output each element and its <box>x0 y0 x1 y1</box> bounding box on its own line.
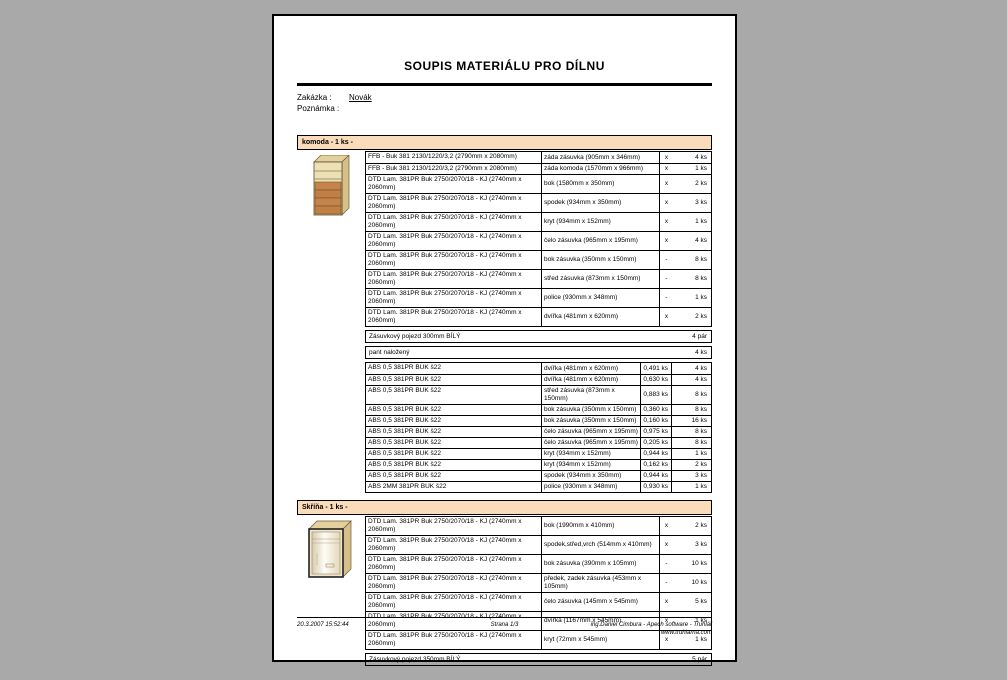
part-cell: bok zásuvka (350mm x 150mm) <box>541 251 659 269</box>
material-cell: DTD Lam. 381PR Buk 2750/2070/18 - KJ (2740mm x 2060mm) <box>368 271 522 286</box>
order-value: Novák <box>349 93 372 102</box>
qty-cell: 4 ks <box>695 153 707 161</box>
table-block-edge <box>365 362 712 493</box>
part-cell: střed zásuvka (873mm x 150mm) <box>541 386 640 404</box>
table-block-cut <box>365 151 712 327</box>
material-cell: DTD Lam. 381PR Buk 2750/2070/18 - KJ (2740mm x 2060mm) <box>368 594 522 609</box>
table-row <box>366 374 711 385</box>
table-row <box>366 152 711 163</box>
part-cell: spodek (934mm x 350mm) <box>541 471 640 481</box>
section-header-band <box>297 135 712 150</box>
section-header-band <box>297 500 712 515</box>
part-cell: čelo zásuvka (965mm x 195mm) <box>541 427 640 437</box>
part-cell: kryt (934mm x 152mm) <box>541 213 659 231</box>
edge-length-cell: 0,162 ks <box>640 460 671 470</box>
material-cell: DTD Lam. 381PR Buk 2750/2070/18 - KJ (2740mm x 2060mm) <box>368 309 522 324</box>
table-row <box>366 347 711 358</box>
span-row-label: pant naložený <box>369 348 410 356</box>
part-cell: kryt (72mm x 545mm) <box>541 631 659 649</box>
material-cell: DTD Lam. 381PR Buk 2750/2070/18 - KJ (2740mm x 2060mm) <box>368 252 522 267</box>
mark-cell: x <box>659 164 673 174</box>
part-cell: dvířka (481mm x 620mm) <box>541 375 640 385</box>
qty-cell: 2 ks <box>695 313 707 320</box>
part-cell: kryt (934mm x 152mm) <box>541 460 640 470</box>
part-cell: kryt (934mm x 152mm) <box>541 449 640 459</box>
section-komoda <box>297 135 712 493</box>
table-row <box>366 212 711 231</box>
qty-cell: 2 ks <box>695 180 707 187</box>
table-row <box>366 517 711 535</box>
page-title: SOUPIS MATERIÁLU PRO DÍLNU <box>404 59 605 73</box>
qty-cell: 1 ks <box>695 294 707 301</box>
material-cell: DTD Lam. 381PR Buk 2750/2070/18 - KJ (2740mm x 2060mm) <box>368 575 522 590</box>
edge-length-cell: 0,205 ks <box>640 438 671 448</box>
table-row <box>366 404 711 415</box>
table-row <box>366 307 711 326</box>
footer-page-number: Strana 1/3 <box>490 622 519 628</box>
thumbnail-column <box>297 151 365 493</box>
mark-cell: x <box>659 308 673 326</box>
qty-cell: 1 ks <box>695 636 707 643</box>
material-cell: DTD Lam. 381PR Buk 2750/2070/18 - KJ (2740mm x 2060mm) <box>368 195 522 210</box>
part-cell: police (930mm x 348mm) <box>541 482 640 492</box>
material-cell: ABS 0,5 381PR BUK š22 <box>368 428 441 435</box>
document-page <box>272 14 737 662</box>
edge-length-cell: 0,975 ks <box>640 427 671 437</box>
span-row-qty: 4 ks <box>695 348 707 356</box>
table-row <box>366 654 711 665</box>
part-cell: střed zásuvka (873mm x 150mm) <box>541 270 659 288</box>
material-cell: DTD Lam. 381PR Buk 2750/2070/18 - KJ (2740mm x 2060mm) <box>368 214 522 229</box>
table-row <box>366 363 711 374</box>
mark-cell: - <box>659 289 673 307</box>
section-header-label: komoda - 1 ks - <box>302 139 353 146</box>
part-cell: záda komoda (1570mm x 966mm) <box>541 164 659 174</box>
material-cell: ABS 0,5 381PR BUK š22 <box>368 417 441 424</box>
material-cell: ABS 0,5 381PR BUK š22 <box>368 376 441 383</box>
qty-cell: 1 ks <box>671 449 711 459</box>
table-row <box>366 193 711 212</box>
part-cell: předek, zadek zásuvka (453mm x 105mm) <box>541 574 659 592</box>
mark-cell: x <box>659 517 673 535</box>
section-header-label: Skříňa - 1 ks - <box>302 504 348 511</box>
mark-cell: x <box>659 232 673 250</box>
thumbnail-column <box>297 516 365 666</box>
part-cell: spodek (934mm x 350mm) <box>541 194 659 212</box>
material-cell: ABS 0,5 381PR BUK š22 <box>368 406 441 413</box>
material-cell: ABS 0,5 381PR BUK š22 <box>368 387 441 394</box>
span-row-qty: 5 pár <box>692 655 707 663</box>
edge-length-cell: 0,883 ks <box>640 386 671 404</box>
material-cell: ABS 0,5 381PR BUK š22 <box>368 461 441 468</box>
note-label: Poznámka : <box>297 104 340 113</box>
chest-of-drawers-icon <box>311 155 351 217</box>
table-row <box>366 481 711 492</box>
material-cell: DTD Lam. 381PR Buk 2750/2070/18 - KJ (2740mm x 2060mm) <box>368 537 522 552</box>
material-cell: ABS 0,5 381PR BUK š22 <box>368 450 441 457</box>
material-cell: DTD Lam. 381PR Buk 2750/2070/18 - KJ (2740mm x 2060mm) <box>368 290 522 305</box>
table-row <box>366 592 711 611</box>
qty-cell: 1 ks <box>695 617 707 624</box>
table-row <box>366 269 711 288</box>
part-cell: spodek,střed,vrch (514mm x 410mm) <box>541 536 659 554</box>
part-cell: záda zásuvka (905mm x 346mm) <box>541 152 659 163</box>
table-row <box>366 554 711 573</box>
part-cell: dvířka (481mm x 620mm) <box>541 308 659 326</box>
qty-cell: 3 ks <box>671 471 711 481</box>
table-row <box>366 288 711 307</box>
footer-web-line: www.truhlarna.com <box>660 630 712 636</box>
table-row <box>366 415 711 426</box>
table-row <box>366 437 711 448</box>
material-table-skrina <box>365 516 712 666</box>
qty-cell: 10 ks <box>691 560 707 567</box>
edge-length-cell: 0,360 ks <box>640 405 671 415</box>
qty-cell: 5 ks <box>695 598 707 605</box>
qty-cell: 8 ks <box>671 386 711 404</box>
material-cell: ABS 0,5 381PR BUK š22 <box>368 439 441 446</box>
edge-length-cell: 0,930 ks <box>640 482 671 492</box>
table-row <box>366 231 711 250</box>
part-cell: bok (1990mm x 410mm) <box>541 517 659 535</box>
qty-cell: 1 ks <box>695 165 707 172</box>
span-row-label: Zásuvkový pojezd 300mm BÍLÝ <box>369 332 461 340</box>
part-cell: dvířka (1167mm x 545mm) <box>541 612 659 630</box>
mark-cell: x <box>659 612 673 630</box>
span-row-label: Zásuvkový pojezd 350mm BÍLÝ <box>369 655 461 663</box>
material-cell: FFB - Buk 381 2130/1220/3,2 (2790mm x 2080mm) <box>368 153 517 160</box>
mark-cell: x <box>659 213 673 231</box>
mark-cell: x <box>659 152 673 163</box>
qty-cell: 4 ks <box>671 375 711 385</box>
order-meta <box>297 92 712 114</box>
qty-cell: 16 ks <box>671 416 711 426</box>
mark-cell: x <box>659 536 673 554</box>
qty-cell: 8 ks <box>671 438 711 448</box>
edge-length-cell: 0,630 ks <box>640 375 671 385</box>
material-cell: DTD Lam. 381PR Buk 2750/2070/18 - KJ (2740mm x 2060mm) <box>368 556 522 571</box>
table-row <box>366 163 711 174</box>
part-cell: bok zásuvka (350mm x 150mm) <box>541 405 640 415</box>
table-block-span <box>365 346 712 359</box>
table-row <box>366 535 711 554</box>
part-cell: bok zásuvka (390mm x 105mm) <box>541 555 659 573</box>
part-cell: čelo zásuvka (965mm x 195mm) <box>541 232 659 250</box>
mark-cell: x <box>659 175 673 193</box>
part-cell: dvířka (481mm x 620mm) <box>541 363 640 374</box>
page-footer <box>297 617 712 636</box>
mark-cell: - <box>659 555 673 573</box>
section-skrina <box>297 500 712 666</box>
table-row <box>366 573 711 592</box>
qty-cell: 2 ks <box>671 460 711 470</box>
mark-cell: - <box>659 251 673 269</box>
footer-datetime: 20.3.2007 15:52:44 <box>297 622 349 628</box>
qty-cell: 8 ks <box>695 275 707 282</box>
edge-length-cell: 0,944 ks <box>640 471 671 481</box>
qty-cell: 2 ks <box>695 522 707 529</box>
part-cell: bok (1580mm x 350mm) <box>541 175 659 193</box>
qty-cell: 3 ks <box>695 541 707 548</box>
table-row <box>366 250 711 269</box>
qty-cell: 8 ks <box>695 256 707 263</box>
material-cell: ABS 2MM 381PR BUK š22 <box>368 483 447 490</box>
qty-cell: 10 ks <box>691 579 707 586</box>
table-block-span <box>365 653 712 666</box>
mark-cell: x <box>659 593 673 611</box>
qty-cell: 1 ks <box>671 482 711 492</box>
material-table-komoda <box>365 151 712 493</box>
part-cell: police (930mm x 348mm) <box>541 289 659 307</box>
qty-cell: 4 ks <box>671 363 711 374</box>
qty-cell: 8 ks <box>671 427 711 437</box>
table-block-span <box>365 330 712 343</box>
table-row <box>366 448 711 459</box>
table-row <box>366 174 711 193</box>
table-row <box>366 459 711 470</box>
material-cell: ABS 0,5 381PR BUK š22 <box>368 364 441 371</box>
part-cell: čelo zásuvka (145mm x 545mm) <box>541 593 659 611</box>
mark-cell: x <box>659 194 673 212</box>
table-row <box>366 385 711 404</box>
material-cell: DTD Lam. 381PR Buk 2750/2070/18 - KJ (2740mm x 2060mm) <box>368 518 522 533</box>
order-label: Zakázka : <box>297 93 332 102</box>
qty-cell: 4 ks <box>695 237 707 244</box>
wardrobe-icon <box>307 520 353 580</box>
table-row <box>366 470 711 481</box>
material-cell: ABS 0,5 381PR BUK š22 <box>368 472 441 479</box>
edge-length-cell: 0,160 ks <box>640 416 671 426</box>
part-cell: bok zásuvka (350mm x 150mm) <box>541 416 640 426</box>
part-cell: čelo zásuvka (965mm x 195mm) <box>541 438 640 448</box>
span-row-qty: 4 pár <box>692 332 707 340</box>
table-row <box>366 331 711 342</box>
edge-length-cell: 0,491 ks <box>640 363 671 374</box>
qty-cell: 8 ks <box>671 405 711 415</box>
qty-cell: 3 ks <box>695 199 707 206</box>
mark-cell: - <box>659 574 673 592</box>
mark-cell: - <box>659 270 673 288</box>
footer-author-line: ing.Daniel Cimbura - Apech software - Truhlář <box>590 622 712 628</box>
title-divider <box>297 83 712 86</box>
material-cell: DTD Lam. 381PR Buk 2750/2070/18 - KJ (2740mm x 2060mm) <box>368 233 522 248</box>
table-row <box>366 426 711 437</box>
qty-cell: 1 ks <box>695 218 707 225</box>
material-cell: FFB - Buk 381 2130/1220/3,2 (2790mm x 2080mm) <box>368 165 517 172</box>
edge-length-cell: 0,944 ks <box>640 449 671 459</box>
material-cell: DTD Lam. 381PR Buk 2750/2070/18 - KJ (2740mm x 2060mm) <box>368 613 522 628</box>
footer-author <box>591 621 712 637</box>
mark-cell: x <box>659 631 673 649</box>
material-cell: DTD Lam. 381PR Buk 2750/2070/18 - KJ (2740mm x 2060mm) <box>368 176 522 191</box>
material-cell: DTD Lam. 381PR Buk 2750/2070/18 - KJ (2740mm x 2060mm) <box>368 632 522 647</box>
